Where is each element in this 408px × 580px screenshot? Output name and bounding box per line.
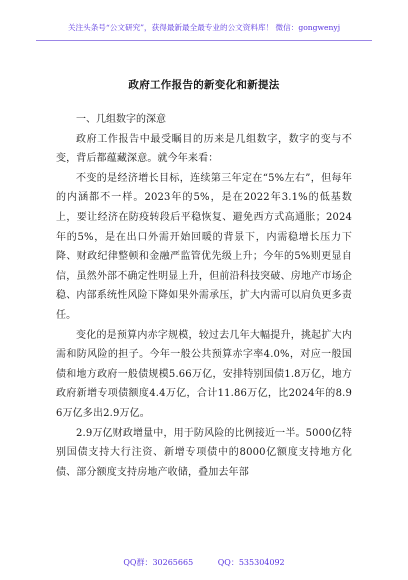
paragraph: 2.9万亿财政增量中，用于防风险的比例接近一半。5000亿特别国债支持大行注资、新增专项债中的8000亿额度支持地方化债、部分额度支持房地产收储，叠加去年部 <box>56 427 352 478</box>
paragraph: 不变的是经济增长目标，连续第三年定在“5%左右”，但每年的内涵都不一样。2023年的5%，是在2022年3.1%的低基数上，要让经济在防疫转段后平稳恢复、避免西方式高通胀；2024年的5%，是在出口外需开始回暖的背景下，内需稳增长压力下降、财政纪律整顿和金融严监管优先级上升；今年的5%则更显自信，虽然外部不确定性明显上升，但前沿科技突破、房地产市场企稳、内部系统性风险下降如果外需承压，扩大内需可以肩负更多责任。 <box>56 172 352 321</box>
footer-qq: QQ：535304092 <box>217 558 285 567</box>
paragraph: 变化的是预算内赤字规模，较过去几年大幅提升，挑起扩大内需和防风险的担子。今年一般公共预算赤字率4.0%，对应一般国债和地方政府一般债规模5.66万亿，安排特别国债1.8万亿，地方政府新增专项债额度4.4万亿，合计11.86万亿，比2024年的8.96万亿多出2.9万亿。 <box>56 329 352 419</box>
footer-qq-group: QQ群：30265665 <box>123 558 194 567</box>
header-divider <box>36 40 372 41</box>
section-heading: 一、几组数字的深意 <box>76 114 166 125</box>
footer-contact <box>0 557 408 568</box>
paragraph: 政府工作报告中最受瞩目的历来是几组数字，数字的变与不变，背后都蕴藏深意。就今年来看： <box>56 133 352 165</box>
header-banner: 关注头条号“公文研究”，获得最新最全最专业的公文资料库！ 微信：gongwenyj <box>67 23 341 32</box>
document-title: 政府工作报告的新变化和新提法 <box>128 79 280 92</box>
document-body <box>56 110 352 482</box>
